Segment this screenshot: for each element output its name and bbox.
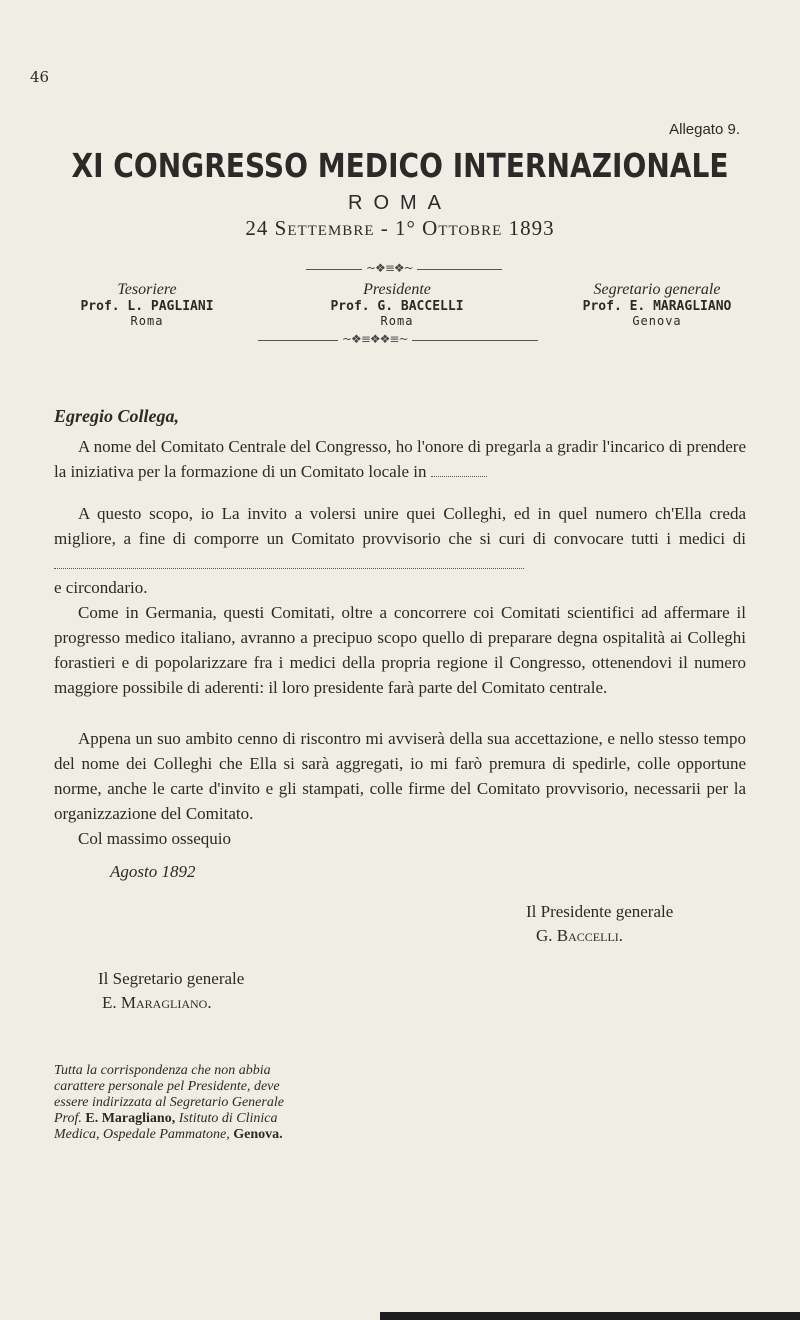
officer-segretario	[544, 281, 770, 328]
paragraph-text: e circondario.	[54, 578, 148, 597]
officer-role: Presidente	[363, 281, 431, 298]
officer-city: Roma	[380, 314, 414, 328]
signature-name: E. Maragliano.	[102, 993, 212, 1012]
congress-dates: 24 Settembre - 1° Ottobre 1893	[245, 216, 555, 240]
officer-city: Genova	[632, 314, 682, 328]
paragraph-2-end	[54, 575, 746, 600]
paragraph-text: Come in Germania, questi Comitati, oltre a concorrere coi Comitati scientifici ad affermare il progresso medico italiano, avranno a precipuo scopo quello di preparare degna ospitalità ai Colleghi forastieri e di popolarizzare fra i medici della propria regione il Congresso, ottenendovi il numero maggiore possibile di aderenti: il loro presidente farà parte del Comitato centrale.	[54, 603, 746, 697]
officer-role: Segretario generale	[593, 281, 721, 298]
officer-name: Prof. L. PAGLIANI	[80, 299, 214, 314]
signature-title: Il Segretario generale	[98, 969, 245, 988]
page-number: 46	[30, 68, 50, 86]
paragraph-text: Appena un suo ambito cenno di riscontro mi avviserà della sua accettazione, e nello stesso tempo del nome dei Colleghi che Ella si sarà aggregati, io mi farò premura di spedirle, colle opportune norme, anche le carte d'invito e gli stampati, colle firme del Comitato provvisorio, necessarii per la organizzazione del Comitato.	[54, 729, 746, 823]
closing-text: Col massimo ossequio	[78, 829, 232, 848]
signature-president	[526, 900, 673, 948]
scan-edge-bar	[380, 1312, 800, 1320]
paragraph-text: A questo scopo, io La invito a volersi unire quei Colleghi, ed in quel numero ch'Ella creda migliore, a fine di comporre un Comitato provvisorio che si curi di convocare tutti i medici di	[54, 504, 746, 548]
officer-role: Tesoriere	[117, 281, 177, 298]
paragraph-text: A nome del Comitato Centrale del Congresso, ho l'onore di pregarla a gradir l'incarico di prendere la iniziativa per la formazione di un Comitato locale in	[54, 437, 746, 481]
footnote	[54, 1063, 304, 1143]
congress-city: ROMA	[348, 192, 452, 214]
footnote-text: Tutta la corrispondenza che non abbia carattere personale pel Presidente, deve essere indirizzata al Segretario Generale Prof.	[54, 1063, 284, 1126]
letter-date: Agosto 1892	[110, 862, 196, 881]
salutation: Egregio Collega,	[54, 406, 179, 426]
footnote-city: Genova.	[233, 1127, 283, 1142]
signature-title: Il Presidente generale	[526, 902, 674, 921]
officer-presidente	[302, 281, 492, 328]
officer-city: Roma	[130, 314, 164, 328]
paragraph-3	[54, 600, 746, 700]
paragraph-1	[54, 434, 746, 484]
attachment-label: Allegato 9.	[669, 121, 740, 138]
signature-secretary	[98, 967, 244, 1015]
footnote-address: Istituto di Clinica Medica, Ospedale Pammatone,	[54, 1111, 278, 1142]
officer-name: Prof. E. MARAGLIANO	[582, 299, 732, 314]
paragraph-4	[54, 726, 746, 826]
officer-name: Prof. G. BACCELLI	[330, 299, 464, 314]
document-title: XI CONGRESSO MEDICO INTERNAZIONALE	[71, 146, 729, 185]
officer-tesoriere	[52, 281, 242, 328]
signature-name: G. Baccelli.	[536, 926, 624, 945]
closing	[54, 826, 746, 851]
footnote-name: E. Maragliano,	[85, 1111, 176, 1126]
paragraph-2	[54, 501, 746, 576]
